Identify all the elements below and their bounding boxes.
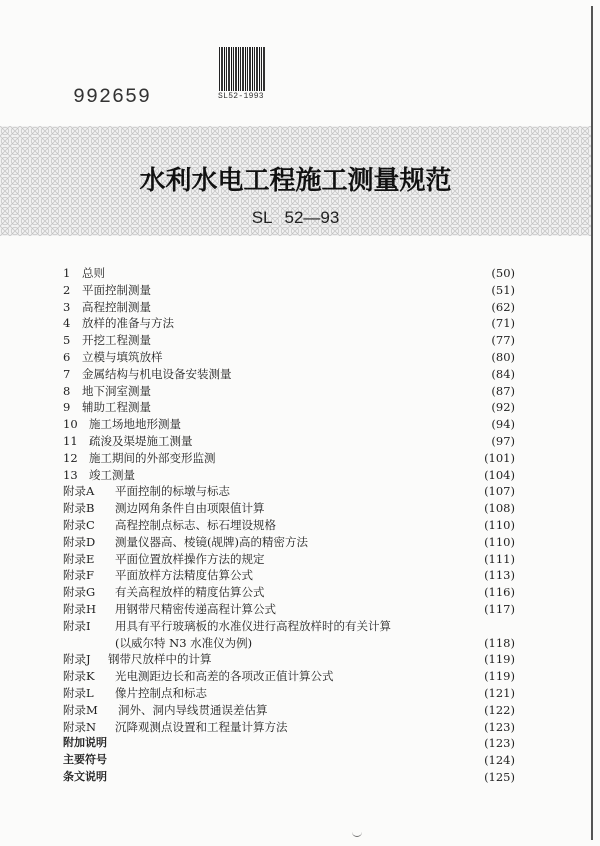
toc-entry[interactable]	[0, 467, 600, 483]
toc-number: 8	[63, 383, 71, 398]
toc-page: (116)	[484, 585, 515, 600]
toc-page: (123)	[484, 736, 515, 751]
archive-stamp-number: 992659	[73, 86, 152, 109]
toc-label: 金属结构与机电设备安装测量	[82, 366, 232, 381]
toc-label: 钢带尺放样中的计算	[108, 652, 212, 667]
toc-label: 高程控制测量	[82, 299, 151, 314]
toc-page: (104)	[484, 467, 515, 482]
toc-page: (125)	[484, 770, 515, 784]
toc-label: 放样的准备与方法	[82, 316, 174, 331]
toc-appendix-entry[interactable]	[0, 534, 600, 550]
toc-number: 9	[63, 400, 71, 415]
barcode	[218, 47, 268, 101]
toc-label: 光电测距边长和高差的各项改正值计算公式	[115, 669, 334, 684]
toc-label: (以威尔特 N3 水准仪为例)	[115, 635, 253, 650]
toc-label: 高程控制点标志、标石埋设规格	[115, 518, 276, 532]
toc-page: (71)	[491, 316, 515, 331]
toc-page: (50)	[491, 266, 515, 280]
toc-label: 总则	[82, 266, 105, 280]
toc-appendix-entry[interactable]	[0, 668, 600, 684]
toc-page: (92)	[491, 400, 515, 415]
toc-entry[interactable]	[0, 416, 600, 432]
toc-entry[interactable]	[0, 450, 600, 466]
standard-code-prefix: SL	[251, 208, 273, 227]
toc-entry[interactable]	[0, 383, 600, 399]
toc-label: 立模与填筑放样	[82, 350, 163, 364]
toc-entry-main-symbols[interactable]	[0, 752, 600, 768]
toc-page: (94)	[491, 417, 515, 432]
standard-code	[0, 208, 591, 228]
toc-page: (87)	[491, 383, 515, 398]
toc-page: (97)	[491, 434, 515, 448]
toc-page: (77)	[491, 333, 515, 348]
toc-number: 附录B	[63, 501, 95, 516]
toc-number: 附录D	[63, 534, 96, 549]
toc-page: (51)	[491, 282, 515, 297]
toc-number: 附录J	[63, 652, 91, 667]
toc-page: (62)	[491, 299, 515, 314]
toc-entry-additional-notes[interactable]	[0, 735, 600, 751]
barcode-label: SL52-1993	[218, 92, 264, 101]
barcode-bars	[219, 47, 265, 91]
toc-page: (118)	[484, 635, 515, 650]
toc-label: 主要符号	[63, 753, 107, 767]
toc-label: 条文说明	[63, 770, 107, 783]
toc-number: 11	[63, 434, 78, 448]
toc-entry[interactable]	[0, 315, 600, 331]
toc-label: 施工场地地形测量	[89, 417, 181, 432]
toc-page: (117)	[484, 602, 515, 616]
toc-label: 用钢带尺精密传递高程计算公式	[115, 602, 276, 616]
toc-appendix-continuation[interactable]	[0, 635, 600, 651]
toc-number: 附录C	[63, 518, 95, 532]
toc-label: 竣工测量	[89, 467, 135, 482]
toc-page: (119)	[484, 669, 515, 684]
toc-label: 疏浚及渠堤施工测量	[89, 434, 193, 448]
toc-number: 附录N	[63, 719, 97, 734]
toc-entry[interactable]	[0, 265, 600, 281]
standard-code-number: 52—93	[284, 208, 340, 227]
toc-page: (101)	[484, 450, 515, 465]
toc-number: 附录I	[63, 618, 91, 633]
toc-appendix-entry[interactable]	[0, 551, 600, 567]
toc-label: 用具有平行玻璃板的水准仪进行高程放样时的有关计算	[115, 618, 391, 633]
toc-page: (119)	[484, 652, 515, 667]
toc-label: 测量仪器高、棱镜(觇牌)高的精密方法	[115, 534, 308, 549]
toc-number: 附录H	[63, 602, 97, 616]
toc-label: 有关高程放样的精度估算公式	[115, 585, 265, 600]
toc-number: 10	[63, 417, 78, 432]
toc-number: 附录M	[63, 702, 98, 717]
toc-entry[interactable]	[0, 366, 600, 382]
toc-appendix-entry[interactable]	[0, 618, 600, 634]
toc-label: 施工期间的外部变形监测	[89, 450, 216, 465]
toc-appendix-entry[interactable]	[0, 584, 600, 600]
toc-number: 附录F	[63, 568, 94, 583]
toc-number: 13	[63, 467, 78, 482]
toc-label: 测边网角条件自由项限值计算	[115, 501, 265, 516]
toc-label: 平面位置放样操作方法的规定	[115, 551, 265, 566]
toc-number: 5	[63, 333, 71, 348]
toc-number: 附录G	[63, 585, 96, 600]
toc-appendix-entry[interactable]	[0, 702, 600, 718]
toc-number: 2	[63, 282, 71, 297]
toc-page: (122)	[484, 702, 515, 717]
toc-page: (110)	[484, 518, 515, 532]
toc-entry[interactable]	[0, 433, 600, 449]
toc-page: (107)	[484, 484, 515, 499]
pencil-mark	[352, 830, 362, 837]
toc-page: (84)	[491, 366, 515, 381]
toc-page: (121)	[484, 686, 515, 700]
toc-number: 附录K	[63, 669, 95, 684]
toc-entry[interactable]	[0, 332, 600, 348]
toc-number: 7	[63, 366, 71, 381]
toc-entry[interactable]	[0, 299, 600, 315]
toc-label: 平面放样方法精度估算公式	[115, 568, 253, 583]
toc-entry[interactable]	[0, 399, 600, 415]
toc-entry[interactable]	[0, 282, 600, 298]
toc-page: (111)	[484, 551, 515, 566]
toc-number: 附录E	[63, 551, 95, 566]
toc-label: 平面控制测量	[82, 282, 151, 297]
toc-appendix-entry[interactable]	[0, 500, 600, 516]
toc-number: 12	[63, 450, 78, 465]
toc-number: 3	[63, 299, 71, 314]
toc-label: 地下洞室测量	[82, 383, 151, 398]
toc-label: 辅助工程测量	[82, 400, 151, 415]
toc-number: 1	[63, 266, 71, 280]
toc-entry[interactable]	[0, 349, 600, 365]
toc-label: 沉降观测点设置和工程量计算方法	[115, 719, 288, 734]
toc-appendix-entry[interactable]	[0, 685, 600, 701]
toc-entry-clause-explanation[interactable]	[0, 769, 600, 785]
toc-page: (123)	[484, 719, 515, 734]
toc-appendix-entry[interactable]	[0, 483, 600, 499]
toc-page: (110)	[484, 534, 515, 549]
toc-number: 附录A	[63, 484, 95, 499]
toc-label: 洞外、洞内导线贯通误差估算	[118, 702, 268, 717]
toc-appendix-entry[interactable]	[0, 601, 600, 617]
toc-page: (124)	[484, 753, 515, 768]
toc-number: 6	[63, 350, 71, 364]
toc-label: 开挖工程测量	[82, 333, 151, 348]
toc-appendix-entry[interactable]	[0, 719, 600, 735]
toc-appendix-entry[interactable]	[0, 567, 600, 583]
document-title: 水利水电工程施工测量规范	[139, 166, 452, 196]
toc-number: 4	[63, 316, 71, 331]
toc-page: (108)	[484, 501, 515, 516]
toc-appendix-entry[interactable]	[0, 517, 600, 533]
toc-number: 附录L	[63, 686, 94, 700]
toc-label: 附加说明	[63, 736, 107, 750]
toc-label: 像片控制点和标志	[115, 686, 207, 700]
toc-appendix-entry[interactable]	[0, 651, 600, 667]
toc-page: (113)	[484, 568, 515, 583]
toc-page: (80)	[491, 350, 515, 364]
toc-label: 平面控制的标墩与标志	[115, 484, 230, 499]
